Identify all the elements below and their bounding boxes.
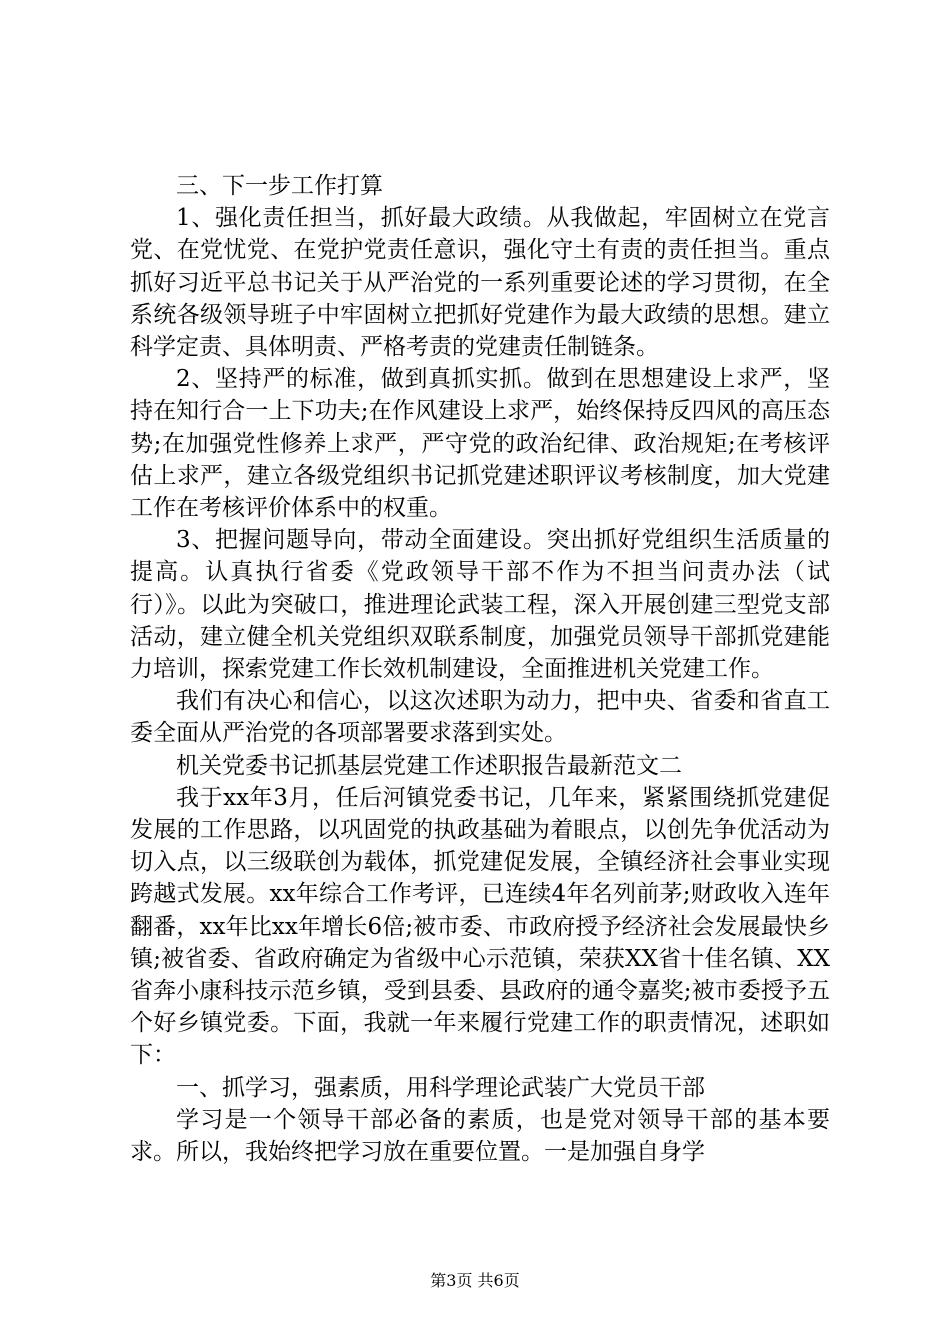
paragraph-study: 学习是一个领导干部必备的素质，也是党对领导干部的基本要求。所以，我始终把学习放在重要位置。一是加强自身学 bbox=[130, 1106, 830, 1166]
section-heading-study: 一、抓学习，强素质，用科学理论武装广大党员干部 bbox=[176, 1074, 705, 1101]
page-number-footer: 第3页 共6页 bbox=[430, 1271, 520, 1290]
paragraph-item-3: 3、把握问题导向，带动全面建设。突出抓好党组织生活质量的提高。认真执行省委《党政领导干部不作为不担当问责办法（试行）》。以此为突破口，推进理论武装工程，深入开展创建三型党支部活动，建立健全机关党组织双联系制度，加强党员领导干部抓党建能力培训，探索党建工作长效机制建设，全面推进机关党建工作。 bbox=[130, 527, 830, 683]
article-title-2: 机关党委书记抓基层党建工作述职报告最新范文二 bbox=[176, 752, 682, 779]
section-heading-next-steps: 三、下一步工作打算 bbox=[176, 173, 383, 199]
document-body bbox=[130, 170, 830, 1168]
paragraph-item-1: 1、强化责任担当，抓好最大政绩。从我做起，牢固树立在党言党、在党忧党、在党护党责任意识，强化守土有责的责任担当。重点抓好习近平总书记关于从严治党的一系列重要论述的学习贯彻，在全系统各级领导班子中牢固树立把抓好党建作为最大政绩的思想。建立科学定责、具体明责、严格考责的党建责任制链条。 bbox=[130, 205, 830, 361]
paragraph-item-2: 2、坚持严的标准，做到真抓实抓。做到在思想建设上求严，坚持在知行合一上下功夫;在作风建设上求严，始终保持反四风的高压态势;在加强党性修养上求严，严守党的政治纪律、政治规矩;在考核评估上求严，建立各级党组织书记抓党建述职评议考核制度，加大党建工作在考核评价体系中的权重。 bbox=[130, 366, 830, 522]
paragraph-intro-2: 我于xx年3月，任后河镇党委书记，几年来，紧紧围绕抓党建促发展的工作思路，以巩固党的执政基础为着眼点，以创先争优活动为切入点，以三级联创为载体，抓党建促发展，全镇经济社会事业实现跨越式发展。xx年综合工作考评，已连续4年名列前茅;财政收入连年翻番，xx年比xx年增长6倍;被市委、市政府授予经济社会发展最快乡镇;被省委、省政府确定为省级中心示范镇，荣获XX省十佳名镇、XX省奔小康科技示范乡镇，受到县委、县政府的通令嘉奖;被市委授予五个好乡镇党委。下面，我就一年来履行党建工作的职责情况，述职如下： bbox=[130, 784, 830, 1069]
paragraph-conclusion: 我们有决心和信心，以这次述职为动力，把中央、省委和省直工委全面从严治党的各项部署要求落到实处。 bbox=[130, 688, 830, 747]
